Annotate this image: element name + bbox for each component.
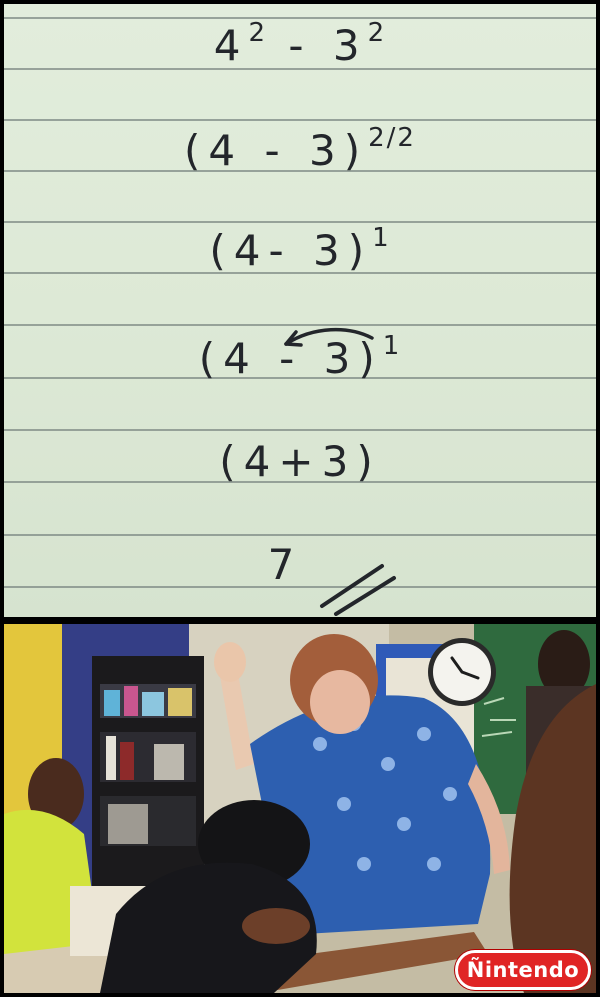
expression: (4- 3)	[209, 226, 373, 275]
nintendo-logo-text: Ñintendo	[466, 958, 580, 982]
expression: (4 - 3)	[184, 126, 369, 175]
equation-result	[4, 540, 581, 589]
ruled-line	[4, 17, 596, 19]
notebook-page	[4, 4, 596, 617]
ruled-line	[4, 221, 596, 223]
exponent: 2/2	[368, 123, 416, 153]
exponent: 2	[367, 18, 387, 48]
result-value: 7	[267, 540, 303, 589]
classroom-scene	[4, 624, 596, 993]
operator: -	[267, 21, 333, 70]
equation-line-3	[4, 223, 596, 275]
equation-line-2	[4, 123, 596, 175]
nintendo-logo	[455, 950, 591, 990]
exponent: 1	[372, 223, 391, 253]
exponent: 1	[382, 331, 402, 361]
double-underline-icon	[316, 560, 400, 616]
ruled-line	[4, 534, 596, 536]
equation-line-1	[4, 18, 596, 70]
exponent: 2	[248, 18, 268, 48]
swap-arrow-icon	[254, 322, 394, 362]
ruled-line	[4, 429, 596, 431]
term-base: 3	[332, 21, 368, 70]
equation-line-5	[4, 437, 596, 486]
ruled-line	[4, 119, 596, 121]
expression: (4+3)	[219, 437, 381, 486]
expression: (4 - 3)	[198, 334, 383, 383]
classroom-photo	[4, 624, 596, 993]
term-base: 4	[213, 21, 249, 70]
